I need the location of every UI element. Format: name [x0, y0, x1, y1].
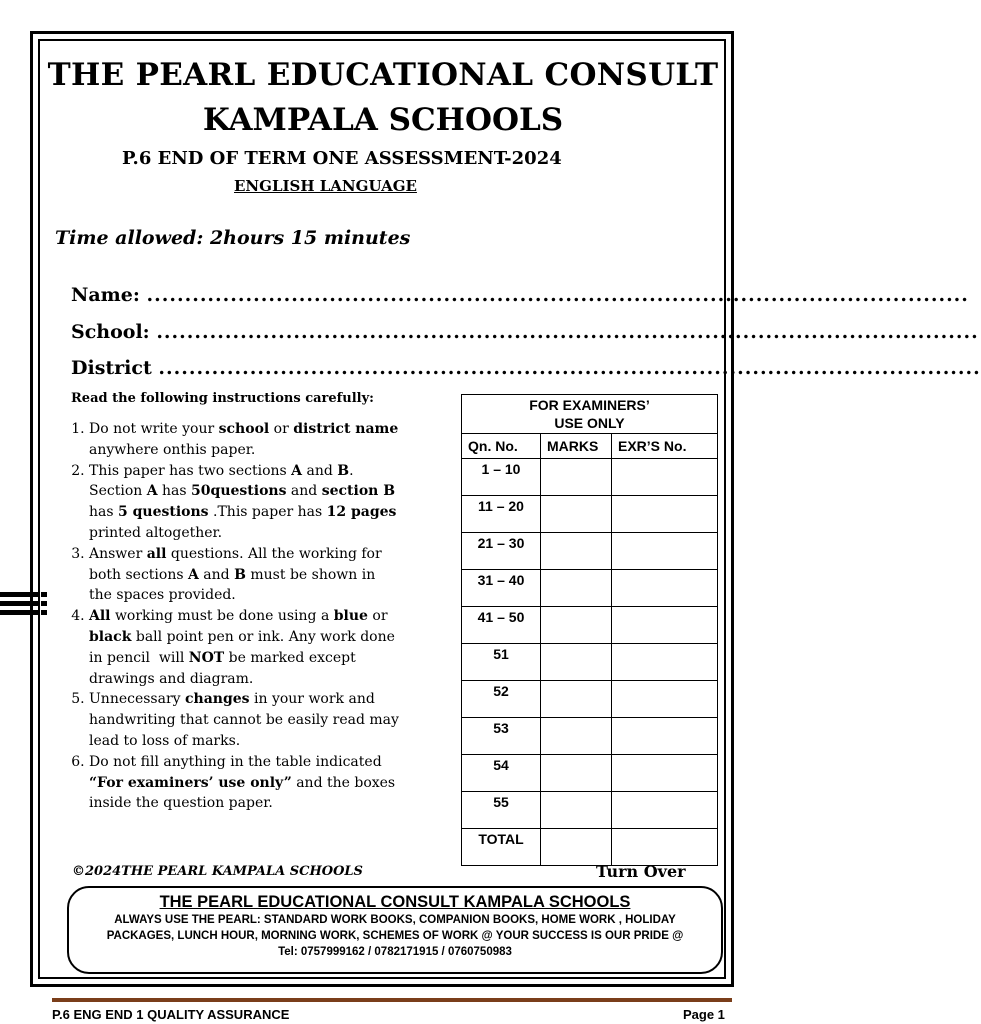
marks-cell: [541, 570, 612, 607]
table-row: [462, 792, 718, 829]
table-row: [462, 644, 718, 681]
marks-cell: [541, 681, 612, 718]
exr-cell: [612, 570, 718, 607]
name-label: Name:: [71, 284, 140, 306]
district-label: District: [71, 357, 152, 379]
footer-rule: [52, 998, 732, 1002]
exr-cell: [612, 755, 718, 792]
table-header-line1: FOR EXAMINERS’: [529, 397, 650, 413]
time-allowed: Time allowed: 2hours 15 minutes: [55, 227, 411, 249]
advert-line1: ALWAYS USE THE PEARL: STANDARD WORK BOOKS, COMPANION BOOKS, HOME WORK , HOLIDAY: [114, 914, 676, 926]
marks-cell: [541, 496, 612, 533]
page-number: Page 1: [683, 1007, 725, 1022]
copyright-text: ©2024THE PEARL KAMPALA SCHOOLS: [72, 864, 363, 879]
marks-cell: [541, 459, 612, 496]
qn-cell: 53: [462, 718, 541, 755]
table-row: [462, 607, 718, 644]
school-dots: ............................................................................................................: [156, 321, 979, 343]
exr-cell: [612, 496, 718, 533]
instructions-heading: Read the following instructions carefully:: [71, 391, 374, 406]
table-row: [462, 718, 718, 755]
subject-title: ENGLISH LANGUAGE: [234, 177, 417, 195]
exr-cell: [612, 607, 718, 644]
exr-cell: [612, 459, 718, 496]
instruction-item: 6. Do not fill anything in the table indicated “For examiners’ use only” and the boxes inside the question paper.: [89, 752, 401, 814]
col-exr-no: EXR’S No.: [612, 434, 718, 459]
marks-cell: [541, 755, 612, 792]
school-title-line1: THE PEARL EDUCATIONAL CONSULT: [47, 57, 719, 93]
marks-cell: [541, 718, 612, 755]
instructions-list: [71, 419, 401, 814]
total-cell: TOTAL: [462, 829, 541, 866]
instruction-item: 4. All working must be done using a blue or black ball point pen or ink. Any work done in pencil will NOT be marked except drawings and diagram.: [89, 606, 401, 689]
advert-line2: PACKAGES, LUNCH HOUR, MORNING WORK, SCHEMES OF WORK @ YOUR SUCCESS IS OUR PRIDE @: [106, 930, 684, 942]
qn-cell: 21 – 30: [462, 533, 541, 570]
turn-over-text: Turn Over: [596, 862, 686, 881]
exr-cell: [612, 533, 718, 570]
marks-cell: [541, 644, 612, 681]
instruction-item: 2. This paper has two sections A and B. Section A has 50questions and section B has 5 questions .This paper has 12 pages printed altogether.: [89, 461, 401, 544]
instruction-item: 3. Answer all questions. All the working for both sections A and B must be shown in the spaces provided.: [89, 544, 401, 606]
marks-cell: [541, 607, 612, 644]
col-qn-no: Qn. No.: [462, 434, 541, 459]
qn-cell: 54: [462, 755, 541, 792]
qn-cell: 1 – 10: [462, 459, 541, 496]
qn-cell: 55: [462, 792, 541, 829]
table-row: [462, 459, 718, 496]
school-field[interactable]: [71, 321, 979, 343]
table-row: [462, 755, 718, 792]
examiners-table: [461, 394, 718, 866]
table-header-line2: USE ONLY: [554, 415, 625, 431]
table-row: [462, 681, 718, 718]
advert-title: THE PEARL EDUCATIONAL CONSULT KAMPALA SCHOOLS: [159, 893, 631, 911]
table-row: [462, 496, 718, 533]
qn-cell: 51: [462, 644, 541, 681]
qn-cell: 41 – 50: [462, 607, 541, 644]
marks-cell: [541, 533, 612, 570]
exr-cell: [612, 792, 718, 829]
marks-cell: [541, 792, 612, 829]
assessment-title: P.6 END OF TERM ONE ASSESSMENT-2024: [122, 148, 562, 169]
advert-phone: Tel: 0757999162 / 0782171915 / 0760750983: [278, 946, 512, 958]
instruction-item: 1. Do not write your school or district name anywhere onthis paper.: [89, 419, 401, 461]
district-dots: ............................................................................................................: [158, 357, 981, 379]
table-row: [462, 570, 718, 607]
district-field[interactable]: [71, 357, 981, 379]
exr-cell: [612, 644, 718, 681]
name-field[interactable]: [71, 284, 969, 306]
marks-cell: [541, 829, 612, 866]
exr-cell: [612, 718, 718, 755]
table-row: [462, 829, 718, 866]
examiners-table-header: [462, 395, 718, 434]
footer-left-text: P.6 ENG END 1 QUALITY ASSURANCE: [52, 1007, 290, 1022]
exr-cell: [612, 829, 718, 866]
instruction-item: 5. Unnecessary changes in your work and handwriting that cannot be easily read may lead to loss of marks.: [89, 689, 401, 751]
name-dots: ............................................................................................................: [146, 284, 969, 306]
table-row: [462, 533, 718, 570]
advert-box: [67, 886, 723, 974]
qn-cell: 11 – 20: [462, 496, 541, 533]
qn-cell: 31 – 40: [462, 570, 541, 607]
school-title-line2: KAMPALA SCHOOLS: [202, 102, 564, 138]
col-marks: MARKS: [541, 434, 612, 459]
qn-cell: 52: [462, 681, 541, 718]
school-label: School:: [71, 321, 150, 343]
exr-cell: [612, 681, 718, 718]
